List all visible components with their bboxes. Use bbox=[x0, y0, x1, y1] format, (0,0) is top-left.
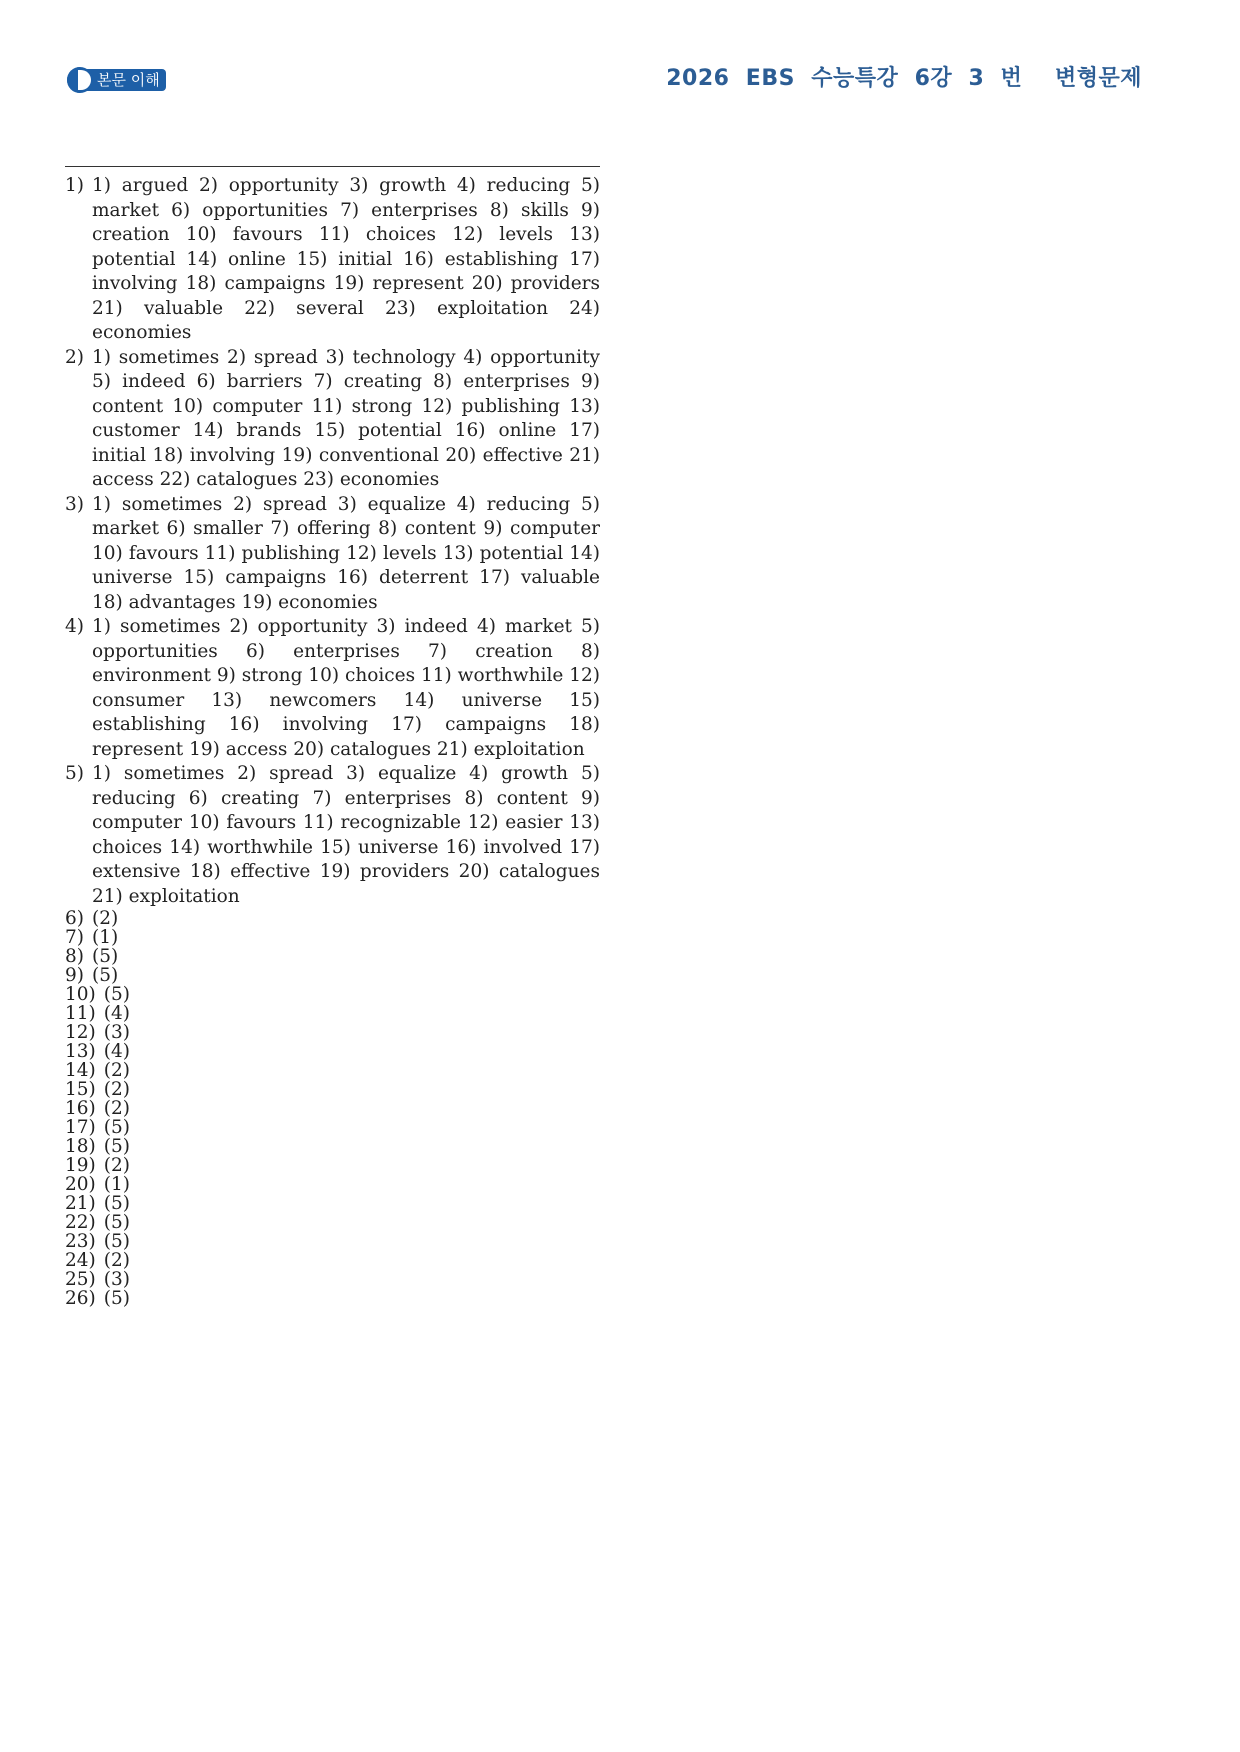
answer-item bbox=[65, 1213, 600, 1232]
answer-number: 2) bbox=[65, 346, 84, 368]
answer-item bbox=[65, 947, 600, 966]
answer-number: 9) bbox=[65, 965, 84, 986]
answer-item bbox=[65, 1042, 600, 1061]
answer-item bbox=[65, 1061, 600, 1080]
answer-number: 15) bbox=[65, 1079, 96, 1100]
answer-number: 7) bbox=[65, 927, 84, 948]
answer-number: 3) bbox=[65, 493, 84, 515]
answer-text: (2) bbox=[103, 1079, 130, 1100]
answer-item bbox=[65, 1251, 600, 1270]
answer-item bbox=[65, 1270, 600, 1289]
answer-text: (5) bbox=[103, 984, 130, 1005]
answer-number: 8) bbox=[65, 946, 84, 967]
answer-text: (4) bbox=[103, 1003, 130, 1024]
answer-number: 16) bbox=[65, 1098, 96, 1119]
half-circle-icon bbox=[67, 67, 93, 93]
answer-number: 18) bbox=[65, 1136, 96, 1157]
answer-item bbox=[65, 1156, 600, 1175]
answer-number: 6) bbox=[65, 908, 84, 929]
answer-number: 21) bbox=[65, 1193, 96, 1214]
answer-number: 4) bbox=[65, 616, 84, 637]
answer-text: (1) bbox=[92, 927, 119, 948]
answer-item bbox=[65, 1194, 600, 1213]
answer-number: 10) bbox=[65, 984, 96, 1005]
answer-item bbox=[65, 1080, 600, 1099]
answer-number: 1) bbox=[65, 175, 84, 196]
answer-item bbox=[65, 615, 600, 762]
answer-number: 23) bbox=[65, 1231, 96, 1252]
answer-number: 11) bbox=[65, 1003, 96, 1024]
section-badge bbox=[67, 67, 166, 93]
answer-item bbox=[65, 346, 600, 493]
answer-number: 20) bbox=[65, 1174, 96, 1195]
answer-text: 1) argued 2) opportunity 3) growth 4) reducing 5) market 6) opportunities 7) enterprises 8) skills 9) creation 10) favours 11) choices 12) levels 13) potential 14) online 15) initial 16) establishing 17) involving 18) campaigns 19) represent 20) providers 21) valuable 22) several 23) exploitation 24) economies bbox=[92, 175, 600, 343]
answer-item bbox=[65, 928, 600, 947]
answer-number: 13) bbox=[65, 1041, 96, 1062]
answer-text: (5) bbox=[103, 1136, 130, 1157]
answer-item bbox=[65, 174, 600, 346]
answer-text: (5) bbox=[103, 1117, 130, 1138]
answer-number: 26) bbox=[65, 1288, 96, 1309]
answer-item bbox=[65, 1137, 600, 1156]
answer-item bbox=[65, 1023, 600, 1042]
answer-item bbox=[65, 1289, 600, 1308]
answer-text: (4) bbox=[103, 1041, 130, 1062]
answer-number: 22) bbox=[65, 1212, 96, 1233]
answer-text: 1) sometimes 2) opportunity 3) indeed 4) market 5) opportunities 6) enterprises 7) creation 8) environment 9) strong 10) choices 11) worthwhile 12) consumer 13) newcomers 14) universe 15) establishing 16) involving 17) campaigns 18) represent 19) access 20) catalogues 21) exploitation bbox=[92, 616, 600, 760]
answer-text: (3) bbox=[103, 1022, 130, 1043]
divider-line bbox=[65, 166, 600, 167]
answer-text: (2) bbox=[103, 1098, 130, 1119]
answer-text: 1) sometimes 2) spread 3) technology 4) opportunity 5) indeed 6) barriers 7) creating 8) enterprises 9) content 10) computer 11) strong 12) publishing 13) customer 14) brands 15) potential 16) online 17) initial 18) involving 19) conventional 20) effective 21) access 22) catalogues 23) economies bbox=[92, 346, 600, 490]
page-title: 2026 EBS 수능특강 6강 3 번 변형문제 bbox=[666, 66, 1142, 91]
answer-number: 5) bbox=[65, 763, 84, 784]
answer-item bbox=[65, 985, 600, 1004]
answer-text: (5) bbox=[92, 965, 119, 986]
answer-text: (5) bbox=[103, 1231, 130, 1252]
answer-item bbox=[65, 909, 600, 928]
answer-number: 25) bbox=[65, 1269, 96, 1290]
answer-item bbox=[65, 966, 600, 985]
answer-text: (5) bbox=[92, 946, 119, 967]
answer-text: 1) sometimes 2) spread 3) equalize 4) reducing 5) market 6) smaller 7) offering 8) content 9) computer 10) favours 11) publishing 12) levels 13) potential 14) universe 15) campaigns 16) deterrent 17) valuable 18) advantages 19) economies bbox=[92, 493, 600, 613]
section-badge-label: 본문 이해 bbox=[81, 69, 166, 91]
answer-item bbox=[65, 762, 600, 909]
answer-text: (3) bbox=[103, 1269, 130, 1290]
answer-item bbox=[65, 1099, 600, 1118]
answer-number: 19) bbox=[65, 1155, 96, 1176]
answer-number: 12) bbox=[65, 1022, 96, 1043]
answer-text: (2) bbox=[103, 1060, 130, 1081]
answer-text: 1) sometimes 2) spread 3) equalize 4) growth 5) reducing 6) creating 7) enterprises 8) content 9) computer 10) favours 11) recognizable 12) easier 13) choices 14) worthwhile 15) universe 16) involved 17) extensive 18) effective 19) providers 20) catalogues 21) exploitation bbox=[92, 763, 600, 907]
answer-text: (2) bbox=[92, 908, 119, 929]
answer-text: (2) bbox=[103, 1155, 130, 1176]
answer-number: 14) bbox=[65, 1060, 96, 1081]
answer-text: (1) bbox=[103, 1174, 130, 1195]
answer-key bbox=[65, 174, 600, 1308]
answer-number: 17) bbox=[65, 1117, 96, 1138]
answer-item bbox=[65, 1232, 600, 1251]
answer-text: (5) bbox=[103, 1193, 130, 1214]
answer-number: 24) bbox=[65, 1250, 96, 1271]
answer-text: (5) bbox=[103, 1288, 130, 1309]
answer-item bbox=[65, 1004, 600, 1023]
answer-text: (5) bbox=[103, 1212, 130, 1233]
answer-text: (2) bbox=[103, 1250, 130, 1271]
answer-item bbox=[65, 1118, 600, 1137]
answer-item bbox=[65, 1175, 600, 1194]
answer-item bbox=[65, 493, 600, 616]
